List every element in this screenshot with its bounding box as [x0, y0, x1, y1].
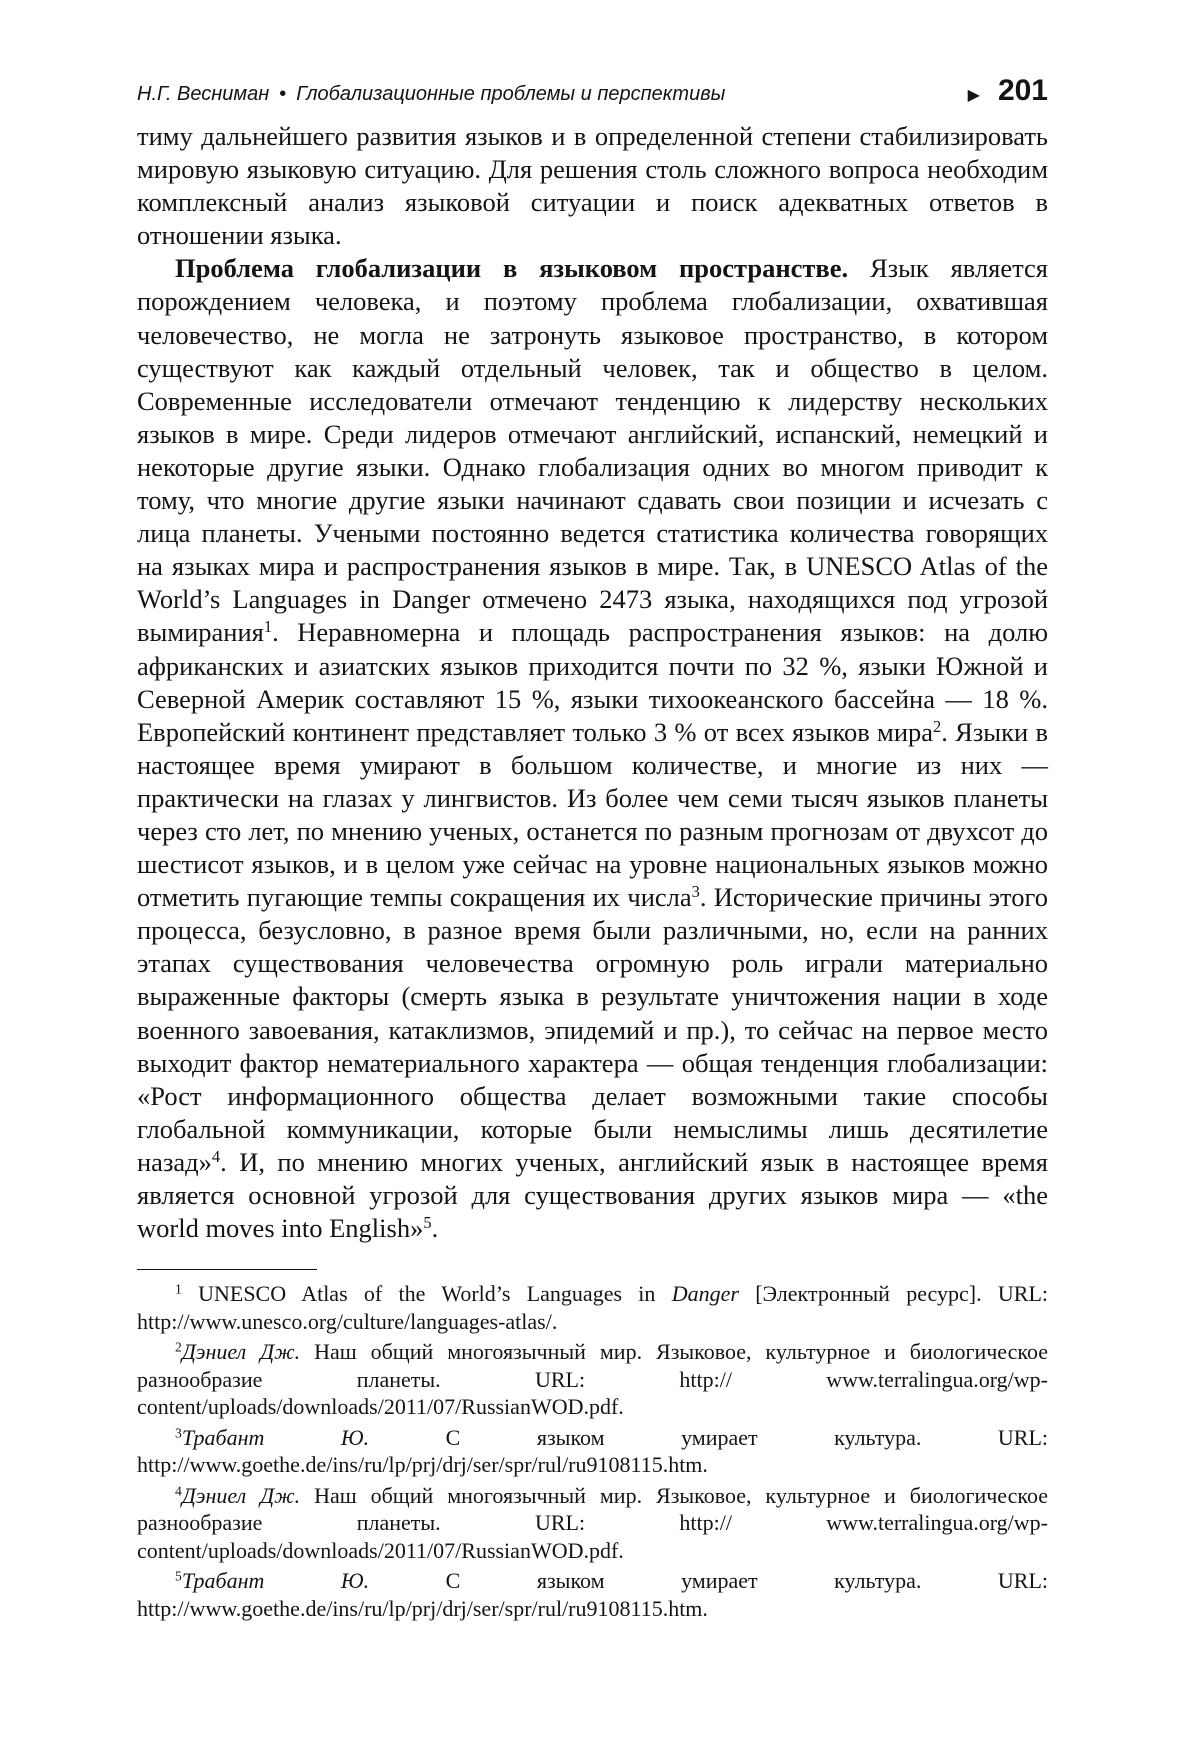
footnote-text: С языком умирает культура. URL: http://www.goethe.de/ins/ru/lp/prj/drj/ser/spr/rul/ru9108115.htm.: [137, 1424, 1048, 1478]
header-authors: Н.Г. Весниман: [137, 83, 270, 105]
footnote-author: Трабант Ю.: [181, 1424, 370, 1450]
footnote: [137, 1424, 1048, 1479]
running-header: [137, 74, 1048, 114]
footnote-ref: 1: [263, 617, 273, 637]
footnote-divider: [137, 1269, 317, 1270]
footnote-number: 3: [175, 1425, 182, 1441]
run-in-heading: Проблема глобализации в языковом пространстве.: [175, 253, 849, 284]
footnote-author: Дэниел Дж.: [181, 1339, 301, 1365]
footnote-ref: 2: [933, 716, 942, 736]
footnotes: [137, 1280, 1048, 1622]
header-arrow-icon: ▶: [967, 87, 980, 104]
page-number: 201: [997, 74, 1048, 107]
footnote-number: 5: [175, 1568, 182, 1584]
footnote: [137, 1482, 1048, 1565]
footnote: [137, 1280, 1048, 1335]
header-bullet: •: [279, 83, 287, 105]
footnote-number: 2: [175, 1339, 182, 1355]
paragraph-text: . Языки в настоящее время умирают в большом количестве, и многие из них — практически на глазах у лингвистов. Из более чем семи тысяч языков планеты через сто лет, по мнению ученых, останется по разным прогнозам от двухсот до шестисот языков, и в целом уже сейчас на уровне национальных языков можно отметить пугающие темпы сокращения их числа: [137, 716, 1048, 913]
footnote-text: UNESCO Atlas of the World’s Languages in: [181, 1281, 672, 1307]
footnote-number: 4: [175, 1483, 182, 1499]
footnote-text: [Электронный ресурс]. URL: http://www.unesco.org/culture/languages-atlas/.: [137, 1281, 1048, 1334]
footnote-number: 1: [175, 1281, 182, 1297]
paragraph-text: . И, по мнению многих ученых, английский язык в настоящее время является основной угрозой для существования других языков мира — «the world moves into English»: [137, 1146, 1048, 1244]
paragraph-text: . Неравномерна и площадь распространения языков: на долю африканских и азиатских языков приходится почти по 32 %, языки Южной и Северной Америк составляют 15 %, языки тихоокеанского бассейна — 18 %. Европейский континент представляет только 3 % от всех языков мира: [137, 617, 1048, 747]
paragraph-globalization: [137, 252, 1048, 1245]
footnote-text: С языком умирает культура. URL: http://www.goethe.de/ins/ru/lp/prj/drj/ser/spr/rul/ru9108115.htm.: [137, 1568, 1048, 1621]
footnote-ref: 3: [691, 882, 700, 902]
header-title: Глобализационные проблемы и перспективы: [296, 83, 726, 105]
footnote: [137, 1567, 1048, 1622]
paragraph-text: .: [431, 1213, 439, 1244]
paragraph-continued: тиму дальнейшего развития языков и в определенной степени стабилизировать мировую языковую ситуацию. Для решения столь сложного вопроса необходим комплексный анализ языковой ситуации и поиск адекватных ответов в отношении языка.: [137, 121, 1048, 251]
footnote: [137, 1338, 1048, 1421]
footnote-italic: Danger: [671, 1281, 739, 1307]
paragraph-text: . Исторические причины этого процесса, безусловно, в разное время были различными, но, если на ранних этапах существования человечества огромную роль играли материально выраженные факторы (смерть языка в результате уничтожения нации в ходе военного завоевания, катаклизмов, эпидемий и пр.), то сейчас на первое место выходит фактор нематериального характера — общая тенденция глобализации: «Рост информационного общества делает возможными такие способы глобальной коммуникации, которые были немыслимы лишь десятилетие назад»: [137, 882, 1048, 1177]
paragraph-text: Язык является порождением человека, и поэтому проблема глобализации, охватившая человечество, не могла не затронуть языковое пространство, в котором существуют как каждый отдельный человек, так и общество в целом. Современные исследователи отмечают тенденцию к лидерству нескольких языков в мире. Среди лидеров отмечают английский, испанский, немецкий и некоторые другие языки. Однако глобализация одних во многом приводит к тому, что многие другие языки начинают сдавать свои позиции и исчезать с лица планеты. Учеными постоянно ведется статистика количества говорящих на языках мира и распространения языков в мире. Так, в UNESCO Atlas of the World’s Languages in Danger отмечено 2473 языка, находящихся под угрозой вымирания: [137, 253, 1048, 648]
footnote-author: Дэниел Дж.: [181, 1482, 301, 1508]
footnote-author: Трабант Ю.: [181, 1568, 370, 1594]
body-text: [137, 120, 1048, 1245]
footnote-ref: 4: [211, 1146, 221, 1166]
footnote-ref: 5: [423, 1213, 432, 1233]
footnote-text: Наш общий многоязычный мир. Языковое, культурное и биологическое разнообразие планеты. URL: http:// www.terralingua.org/wp-content/uploads/downloads/2011/07/RussianWOD.pdf.: [137, 1339, 1048, 1420]
footnote-text: Наш общий многоязычный мир. Языковое, культурное и биологическое разнообразие планеты. URL: http:// www.terralingua.org/wp-content/uploads/downloads/2011/07/RussianWOD.pdf.: [137, 1482, 1048, 1563]
